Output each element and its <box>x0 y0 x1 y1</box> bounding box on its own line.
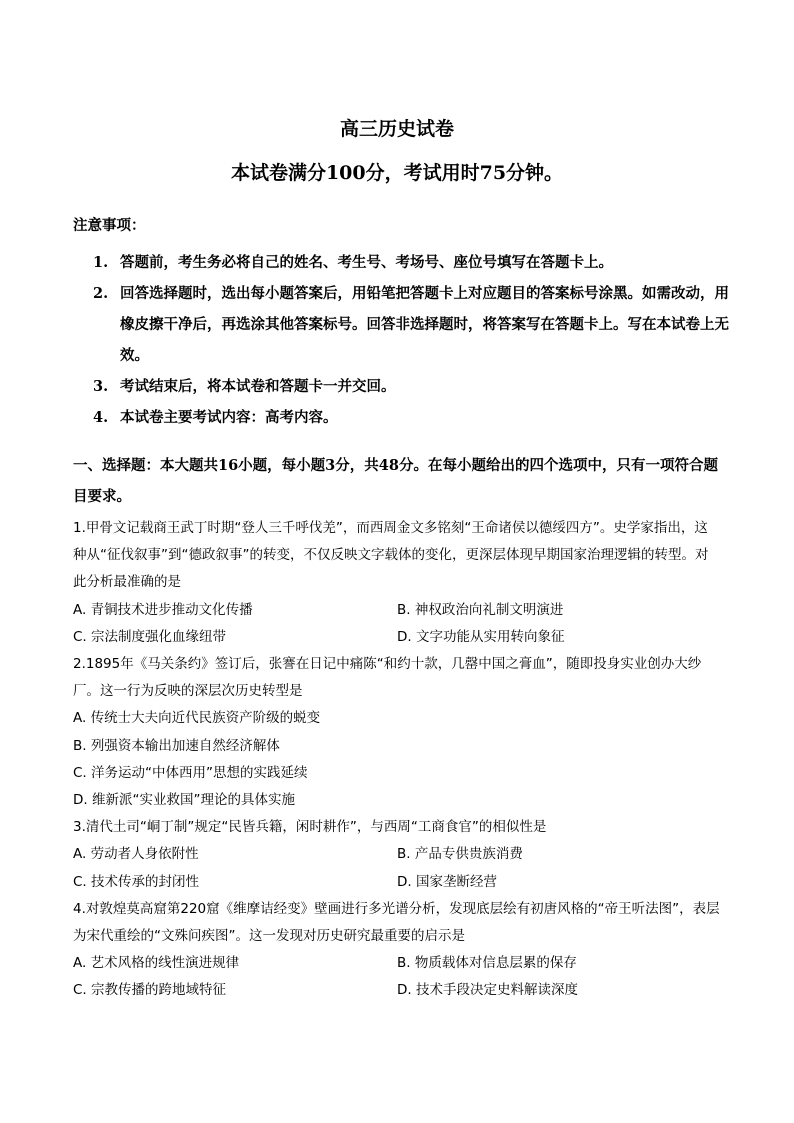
question-2 <box>73 651 721 814</box>
option-c: C. 技术传承的封闭性 <box>73 873 200 890</box>
question-options <box>73 841 721 895</box>
notice-item-text: 本试卷主要考试内容：高考内容。 <box>120 409 338 426</box>
option-d: D. 国家垄断经营 <box>397 873 497 890</box>
option-b: B. 神权政治向礼制文明演进 <box>397 601 564 618</box>
question-3 <box>73 814 721 896</box>
question-options <box>73 950 721 1004</box>
question-options <box>73 597 721 651</box>
option-c: C. 宗法制度强化血缘纽带 <box>73 628 227 645</box>
question-stem: 4.对敦煌莫高窟第220窟《维摩诘经变》壁画进行多光谱分析，发现底层绘有初唐风格的“帝王听法图”，表层为宋代重绘的“文殊问疾图”。这一发现对历史研究最重要的启示是 <box>73 900 720 945</box>
notice-item <box>93 371 733 402</box>
page-subtitle: 本试卷满分100分，考试用时75分钟。 <box>230 162 564 184</box>
question-options <box>73 705 721 814</box>
option-a: A. 青铜技术进步推动文化传播 <box>73 601 253 618</box>
notice-item-number: 4. <box>93 409 109 426</box>
notice-item-number: 3. <box>93 378 109 395</box>
option-a: A. 艺术风格的线性演进规律 <box>73 955 240 972</box>
question-1 <box>73 515 721 651</box>
question-stem: 1.甲骨文记载商王武丁时期“登人三千呼伐羌”，而西周金文多铭刻“王命诸侯以德绥四方”。史学家指出，这种从“征伐叙事”到“德政叙事”的转变，不仅反映文字载体的变化，更深层体现早期国家治理逻辑的转型。对此分析最准确的是 <box>73 520 709 591</box>
notice-item-number: 1. <box>93 254 109 271</box>
notice-heading: 注意事项： <box>73 217 146 234</box>
notice-item <box>93 247 733 278</box>
notice-item <box>93 278 733 371</box>
notice-item-text: 回答选择题时，选出每小题答案后，用铅笔把答题卡上对应题目的答案标号涂黑。如需改动，用橡皮擦干净后，再选涂其他答案标号。回答非选择题时，将答案写在答题卡上。写在本试卷上无效。 <box>120 285 729 364</box>
notice-item <box>93 402 733 433</box>
notice-list <box>93 247 733 433</box>
notice-item-text: 答题前，考生务必将自己的姓名、考生号、考场号、座位号填写在答题卡上。 <box>120 254 613 271</box>
option-b: B. 列强资本输出加速自然经济解体 <box>73 737 280 754</box>
option-a: A. 传统士大夫向近代民族资产阶级的蜕变 <box>73 710 321 727</box>
option-d: D. 文字功能从实用转向象征 <box>397 628 565 645</box>
page-title: 高三历史试卷 <box>339 118 454 140</box>
option-b: B. 产品专供贵族消费 <box>397 846 523 863</box>
option-c: C. 洋务运动“中体西用”思想的实践延续 <box>73 764 308 781</box>
option-d: D. 维新派“实业救国”理论的具体实施 <box>73 792 295 809</box>
option-c: C. 宗教传播的跨地域特征 <box>73 982 227 999</box>
question-stem: 2.1895年《马关条约》签订后，张謇在日记中痛陈“和约十款，几罄中国之膏血”，随即投身实业创办大纱厂。这一行为反映的深层次历史转型是 <box>73 656 702 700</box>
notice-item-text: 考试结束后，将本试卷和答题卡一并交回。 <box>120 378 396 395</box>
question-4 <box>73 896 721 1005</box>
notice-item-number: 2. <box>93 285 109 302</box>
option-b: B. 物质载体对信息层累的保存 <box>397 955 577 972</box>
option-d: D. 技术手段决定史料解读深度 <box>397 982 578 999</box>
option-a: A. 劳动者人身依附性 <box>73 846 199 863</box>
question-list <box>73 515 721 1005</box>
question-stem: 3.清代土司“峒丁制”规定“民皆兵籍，闲时耕作”，与西周“工商食官”的相似性是 <box>73 819 547 836</box>
section-heading: 一、选择题：本大题共16小题，每小题3分，共48分。在每小题给出的四个选项中，只有一项符合题目要求。 <box>73 457 718 505</box>
